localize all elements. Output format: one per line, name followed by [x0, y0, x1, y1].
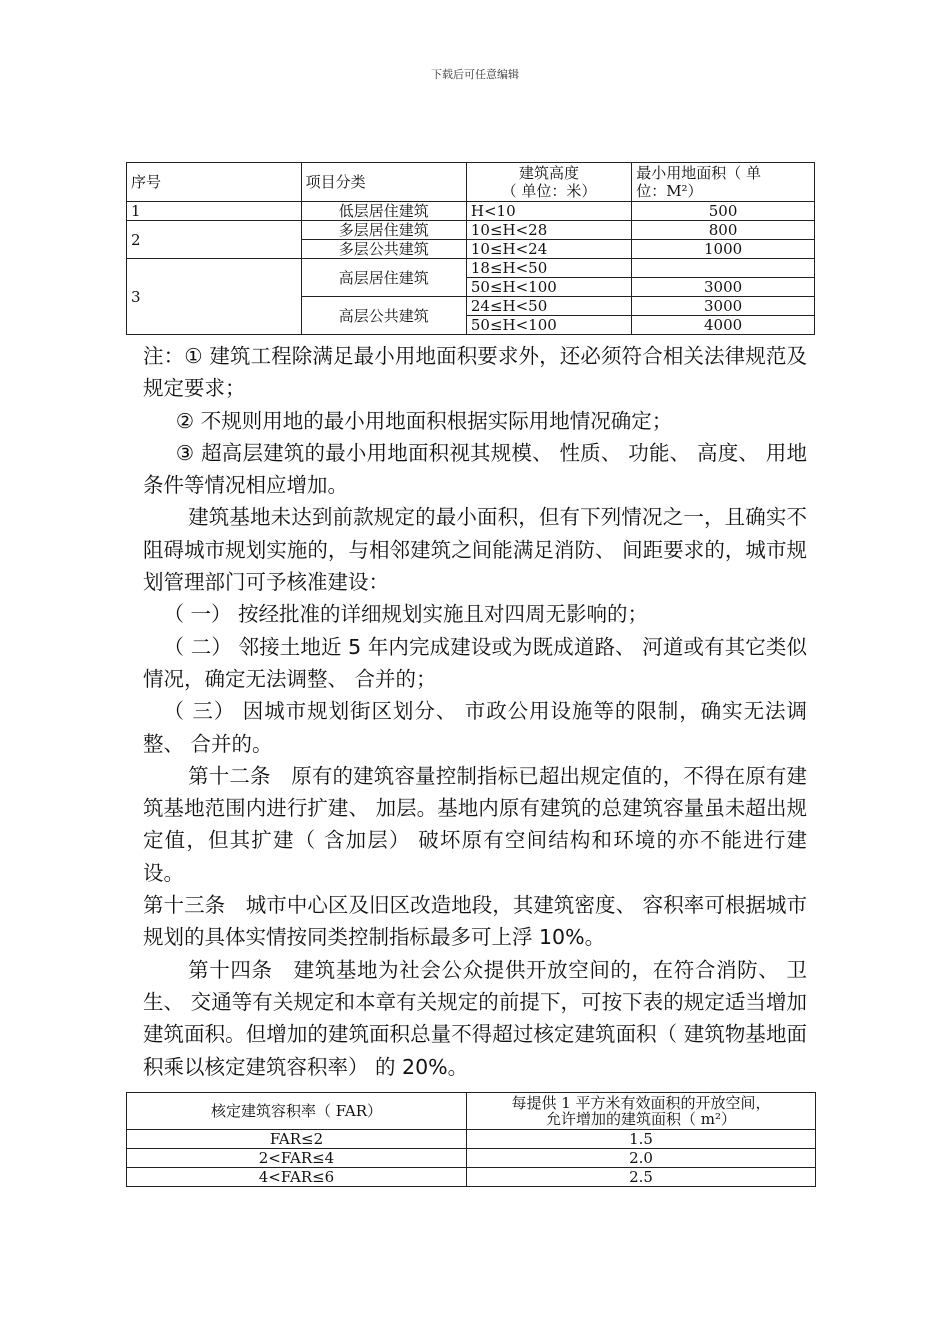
- header-bonus-line2: 允许增加的建筑面积（ m²）: [545, 1110, 736, 1128]
- note-2: ② 不规则用地的最小用地面积根据实际用地情况确定；: [175, 408, 673, 433]
- header-height-line2: （ 单位：米）: [501, 182, 597, 200]
- table-header-row: [127, 163, 815, 202]
- table-row: [127, 1149, 816, 1168]
- article-12: 第十二条 原有的建筑容量控制指标已超出规定值的，不得在原有建筑基地范围内进行扩建、 加层。基地内原有建筑的总建筑容量虽未超出规定值，但其扩建（ 含加层） 破坏原有空间结构和环境的亦不能进行建设。: [143, 763, 807, 885]
- cell-area: 4000: [632, 316, 815, 335]
- item-2: （ 二） 邻接土地近 5 年内完成建设或为既成道路、 河道或有其它类似情况，确定无法调整、 合并的；: [143, 634, 807, 691]
- cell-bonus: 1.5: [467, 1130, 816, 1149]
- cell-area: 3000: [632, 278, 815, 297]
- header-bonus-line1: 每提供 1 平方米有效面积的开放空间，: [511, 1094, 771, 1112]
- min-land-area-table: [126, 162, 815, 335]
- cell-height: 10≤H<28: [466, 221, 631, 240]
- page-header: 下载后可任意编辑: [431, 68, 519, 81]
- table-row: [127, 221, 815, 240]
- cell-height: 10≤H<24: [466, 240, 631, 259]
- header-min-area-line2: 位：M²）: [636, 182, 703, 200]
- cell-area: 1000: [632, 240, 815, 259]
- cell-far: 2<FAR≤4: [127, 1149, 467, 1168]
- cell-serial: 1: [127, 202, 302, 221]
- header-height-line1: 建筑高度: [519, 164, 580, 182]
- cell-area: 800: [632, 221, 815, 240]
- cell-category: 高层居住建筑: [301, 259, 466, 297]
- paragraph-exception: 建筑基地未达到前款规定的最小面积，但有下列情况之一，且确实不阻碍城市规划实施的，与相邻建筑之间能满足消防、 间距要求的，城市规划管理部门可予核准建设：: [143, 505, 807, 595]
- cell-area: 500: [632, 202, 815, 221]
- cell-serial: 2: [127, 221, 302, 259]
- cell-far: FAR≤2: [127, 1130, 467, 1149]
- article-13: 第十三条 城市中心区及旧区改造地段，其建筑密度、 容积率可根据城市规划的具体实情按同类控制指标最多可上浮 10%。: [143, 893, 807, 950]
- cell-height: H<10: [466, 202, 631, 221]
- note-3: ③ 超高层建筑的最小用地面积视其规模、 性质、 功能、 高度、 用地条件等情况相应增加。: [143, 440, 807, 498]
- cell-category: 低层居住建筑: [301, 202, 466, 221]
- cell-height: 50≤H<100: [466, 278, 631, 297]
- header-height: [466, 163, 631, 202]
- cell-category: 多层公共建筑: [301, 240, 466, 259]
- cell-height: 50≤H<100: [466, 316, 631, 335]
- table-row: [127, 1130, 816, 1149]
- header-category: 项目分类: [301, 163, 466, 202]
- cell-serial: 3: [127, 259, 302, 335]
- cell-area: 3000: [632, 297, 815, 316]
- header-min-area-line1: 最小用地面积（ 单: [636, 164, 761, 182]
- header-far: 核定建筑容积率（ FAR）: [127, 1093, 467, 1130]
- cell-category: 高层公共建筑: [301, 297, 466, 335]
- note-1: 注：① 建筑工程除满足最小用地面积要求外，还必须符合相关法律规范及规定要求；: [143, 344, 807, 401]
- cell-bonus: 2.5: [467, 1168, 816, 1187]
- cell-bonus: 2.0: [467, 1149, 816, 1168]
- cell-height: 24≤H<50: [466, 297, 631, 316]
- cell-far: 4<FAR≤6: [127, 1168, 467, 1187]
- cell-category: 多层居住建筑: [301, 221, 466, 240]
- header-serial: 序号: [127, 163, 302, 202]
- table-row: [127, 259, 815, 278]
- table-row: [127, 1168, 816, 1187]
- cell-height: 18≤H<50: [466, 259, 631, 278]
- item-1: （ 一） 按经批准的详细规划实施且对四周无影响的；: [163, 602, 649, 627]
- table-header-row: [127, 1093, 816, 1130]
- cell-area: [632, 259, 815, 278]
- table-row: [127, 202, 815, 221]
- far-bonus-table: [126, 1092, 816, 1187]
- header-min-area: [632, 163, 815, 202]
- article-14: 第十四条 建筑基地为社会公众提供开放空间的，在符合消防、 卫生、 交通等有关规定和本章有关规定的前提下，可按下表的规定适当增加建筑面积。但增加的建筑面积总量不得超过核定建筑面积（ 建筑物基地面积乘以核定建筑容积率） 的 20%。: [143, 957, 807, 1079]
- item-3: （ 三） 因城市规划街区划分、 市政公用设施等的限制，确实无法调整、 合并的。: [143, 699, 807, 756]
- header-bonus: [467, 1093, 816, 1130]
- body-text: [143, 340, 807, 1083]
